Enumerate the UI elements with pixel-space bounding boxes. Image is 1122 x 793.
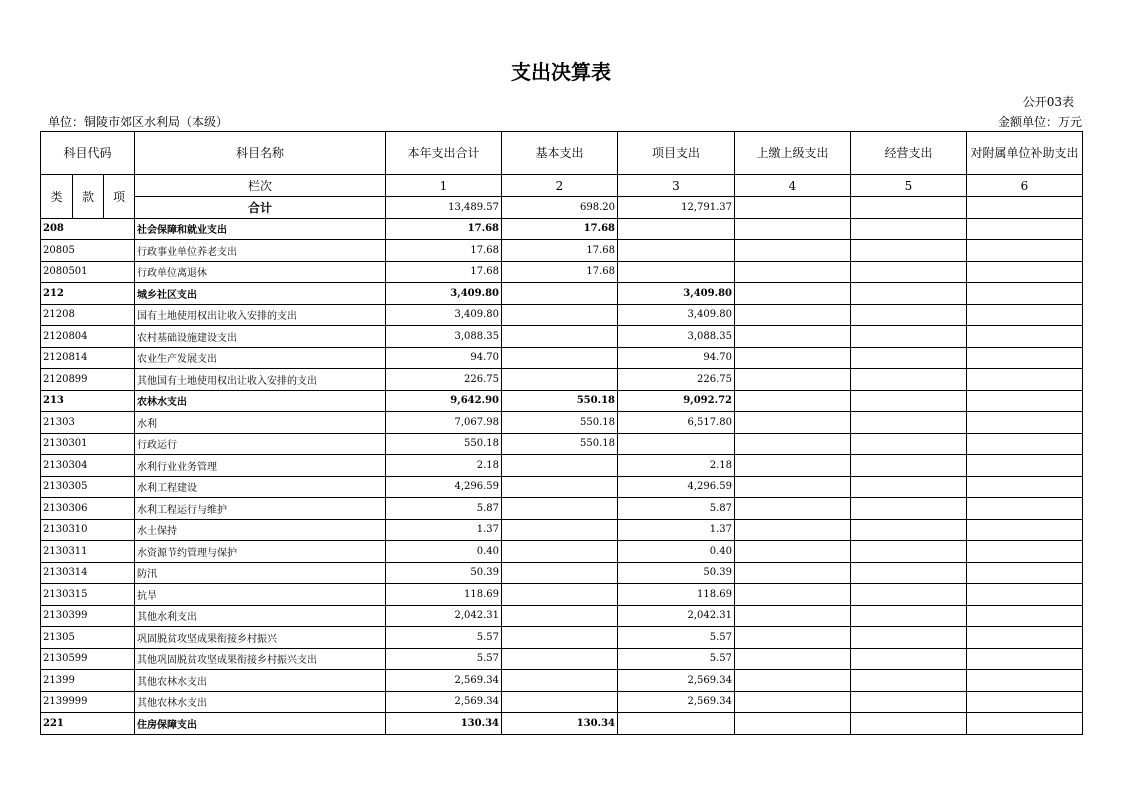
reporting-unit: 单位：铜陵市郊区水利局（本级） [48, 115, 229, 129]
upper-amount-cell [735, 455, 851, 477]
basic-amount-cell: 17.68 [502, 261, 618, 283]
column-index-5: 5 [851, 175, 967, 197]
subsidy-amount-cell [967, 326, 1083, 348]
business-amount-cell [851, 605, 967, 627]
project-amount-cell [618, 240, 735, 262]
table-row [41, 455, 1083, 477]
subject-code-cell: 2130305 [41, 476, 135, 498]
project-amount-cell: 0.40 [618, 541, 735, 563]
subsidy-amount-cell [967, 347, 1083, 369]
basic-amount-cell: 550.18 [502, 433, 618, 455]
upper-amount-cell [735, 412, 851, 434]
subsidy-amount-cell [967, 369, 1083, 391]
basic-amount-cell [502, 584, 618, 606]
subject-code-cell: 2139999 [41, 691, 135, 713]
basic-amount-cell [502, 627, 618, 649]
project-amount-cell: 2,569.34 [618, 691, 735, 713]
total-amount-cell: 118.69 [386, 584, 502, 606]
subject-code-cell: 2130311 [41, 541, 135, 563]
total-label: 合计 [135, 197, 386, 219]
project-amount-cell: 9,092.72 [618, 390, 735, 412]
subsidy-amount-cell [967, 455, 1083, 477]
subject-code-cell: 21303 [41, 412, 135, 434]
subject-name-cell: 水资源节约管理与保护 [135, 541, 386, 563]
upper-amount-cell [735, 498, 851, 520]
upper-amount-cell [735, 369, 851, 391]
header-basic: 基本支出 [502, 132, 618, 175]
total-cell-business [851, 197, 967, 219]
upper-amount-cell [735, 562, 851, 584]
subject-name-cell: 抗旱 [135, 584, 386, 606]
project-amount-cell: 2,042.31 [618, 605, 735, 627]
upper-amount-cell [735, 584, 851, 606]
total-amount-cell: 3,409.80 [386, 283, 502, 305]
upper-amount-cell [735, 670, 851, 692]
business-amount-cell [851, 691, 967, 713]
table-row [41, 627, 1083, 649]
total-cell-subsidy [967, 197, 1083, 219]
subsidy-amount-cell [967, 240, 1083, 262]
table-row [41, 369, 1083, 391]
subject-code-cell: 2130314 [41, 562, 135, 584]
project-amount-cell: 3,088.35 [618, 326, 735, 348]
subject-name-cell: 水土保持 [135, 519, 386, 541]
project-amount-cell: 50.39 [618, 562, 735, 584]
subject-code-cell: 2130310 [41, 519, 135, 541]
basic-amount-cell [502, 283, 618, 305]
header-subsidy: 对附属单位补助支出 [967, 132, 1083, 175]
subsidy-amount-cell [967, 584, 1083, 606]
total-amount-cell: 0.40 [386, 541, 502, 563]
subject-code-cell: 2130301 [41, 433, 135, 455]
upper-amount-cell [735, 648, 851, 670]
upper-amount-cell [735, 713, 851, 735]
header-name: 科目名称 [135, 132, 386, 175]
amount-unit: 金额单位：万元 [997, 115, 1082, 129]
total-amount-cell: 2.18 [386, 455, 502, 477]
total-amount-cell: 2,569.34 [386, 691, 502, 713]
upper-amount-cell [735, 390, 851, 412]
subsidy-amount-cell [967, 476, 1083, 498]
project-amount-cell: 94.70 [618, 347, 735, 369]
subject-name-cell: 防汛 [135, 562, 386, 584]
subject-name-cell: 其他农林水支出 [135, 670, 386, 692]
subsidy-amount-cell [967, 390, 1083, 412]
basic-amount-cell [502, 326, 618, 348]
project-amount-cell [618, 261, 735, 283]
subject-code-cell: 20805 [41, 240, 135, 262]
table-row [41, 283, 1083, 305]
project-amount-cell: 5.57 [618, 627, 735, 649]
subject-name-cell: 农业生产发展支出 [135, 347, 386, 369]
basic-amount-cell [502, 648, 618, 670]
subject-code-cell: 2080501 [41, 261, 135, 283]
basic-amount-cell [502, 519, 618, 541]
total-row [41, 197, 1083, 219]
total-amount-cell: 4,296.59 [386, 476, 502, 498]
table-row [41, 240, 1083, 262]
subject-code-cell: 21305 [41, 627, 135, 649]
project-amount-cell [618, 433, 735, 455]
table-row [41, 347, 1083, 369]
business-amount-cell [851, 283, 967, 305]
header-kuan: 款 [73, 175, 104, 219]
subject-name-cell: 住房保障支出 [135, 713, 386, 735]
header-lanci: 栏次 [135, 175, 386, 197]
subject-name-cell: 行政运行 [135, 433, 386, 455]
subject-code-cell: 2130306 [41, 498, 135, 520]
subject-code-cell: 208 [41, 218, 135, 240]
business-amount-cell [851, 713, 967, 735]
project-amount-cell: 2,569.34 [618, 670, 735, 692]
subsidy-amount-cell [967, 541, 1083, 563]
basic-amount-cell [502, 369, 618, 391]
table-row [41, 476, 1083, 498]
project-amount-cell: 5.57 [618, 648, 735, 670]
upper-amount-cell [735, 541, 851, 563]
upper-amount-cell [735, 433, 851, 455]
subject-name-cell: 其他水利支出 [135, 605, 386, 627]
subject-code-cell: 2120899 [41, 369, 135, 391]
header-upper: 上缴上级支出 [735, 132, 851, 175]
subsidy-amount-cell [967, 218, 1083, 240]
subject-code-cell: 212 [41, 283, 135, 305]
table-row [41, 412, 1083, 434]
project-amount-cell: 5.87 [618, 498, 735, 520]
column-index-row [41, 175, 1083, 197]
subsidy-amount-cell [967, 713, 1083, 735]
business-amount-cell [851, 498, 967, 520]
business-amount-cell [851, 519, 967, 541]
total-cell-total: 13,489.57 [386, 197, 502, 219]
project-amount-cell: 3,409.80 [618, 283, 735, 305]
business-amount-cell [851, 562, 967, 584]
subject-code-cell: 213 [41, 390, 135, 412]
subject-name-cell: 行政单位离退休 [135, 261, 386, 283]
business-amount-cell [851, 390, 967, 412]
business-amount-cell [851, 326, 967, 348]
upper-amount-cell [735, 627, 851, 649]
basic-amount-cell: 550.18 [502, 412, 618, 434]
subsidy-amount-cell [967, 562, 1083, 584]
total-amount-cell: 9,642.90 [386, 390, 502, 412]
header-lei: 类 [41, 175, 73, 219]
upper-amount-cell [735, 240, 851, 262]
upper-amount-cell [735, 347, 851, 369]
subject-name-cell: 其他国有土地使用权出让收入安排的支出 [135, 369, 386, 391]
project-amount-cell: 226.75 [618, 369, 735, 391]
project-amount-cell [618, 713, 735, 735]
table-row [41, 541, 1083, 563]
subsidy-amount-cell [967, 605, 1083, 627]
basic-amount-cell [502, 304, 618, 326]
table-row [41, 390, 1083, 412]
subsidy-amount-cell [967, 261, 1083, 283]
subsidy-amount-cell [967, 627, 1083, 649]
subject-code-cell: 221 [41, 713, 135, 735]
upper-amount-cell [735, 283, 851, 305]
table-row [41, 519, 1083, 541]
subject-code-cell: 2130599 [41, 648, 135, 670]
subject-name-cell: 城乡社区支出 [135, 283, 386, 305]
subject-name-cell: 国有土地使用权出让收入安排的支出 [135, 304, 386, 326]
subject-code-cell: 2130315 [41, 584, 135, 606]
subject-name-cell: 社会保障和就业支出 [135, 218, 386, 240]
basic-amount-cell: 130.34 [502, 713, 618, 735]
subject-code-cell: 2120814 [41, 347, 135, 369]
total-amount-cell: 5.87 [386, 498, 502, 520]
upper-amount-cell [735, 261, 851, 283]
upper-amount-cell [735, 691, 851, 713]
upper-amount-cell [735, 304, 851, 326]
upper-amount-cell [735, 605, 851, 627]
business-amount-cell [851, 347, 967, 369]
header-business: 经营支出 [851, 132, 967, 175]
business-amount-cell [851, 541, 967, 563]
total-amount-cell: 550.18 [386, 433, 502, 455]
project-amount-cell: 3,409.80 [618, 304, 735, 326]
total-amount-cell: 17.68 [386, 240, 502, 262]
page-title: 支出决算表 [511, 60, 611, 84]
subject-name-cell: 农村基础设施建设支出 [135, 326, 386, 348]
column-index-3: 3 [618, 175, 735, 197]
header-row [41, 132, 1083, 175]
table-row [41, 498, 1083, 520]
business-amount-cell [851, 627, 967, 649]
total-amount-cell: 2,042.31 [386, 605, 502, 627]
subsidy-amount-cell [967, 283, 1083, 305]
upper-amount-cell [735, 218, 851, 240]
total-cell-project: 12,791.37 [618, 197, 735, 219]
total-amount-cell: 50.39 [386, 562, 502, 584]
basic-amount-cell [502, 541, 618, 563]
total-amount-cell: 17.68 [386, 261, 502, 283]
table-row [41, 433, 1083, 455]
total-cell-basic: 698.20 [502, 197, 618, 219]
subsidy-amount-cell [967, 519, 1083, 541]
basic-amount-cell [502, 670, 618, 692]
table-row [41, 562, 1083, 584]
upper-amount-cell [735, 326, 851, 348]
subject-name-cell: 巩固脱贫攻坚成果衔接乡村振兴 [135, 627, 386, 649]
table-row [41, 326, 1083, 348]
subsidy-amount-cell [967, 498, 1083, 520]
project-amount-cell: 4,296.59 [618, 476, 735, 498]
basic-amount-cell: 17.68 [502, 218, 618, 240]
basic-amount-cell: 550.18 [502, 390, 618, 412]
basic-amount-cell [502, 605, 618, 627]
project-amount-cell: 1.37 [618, 519, 735, 541]
basic-amount-cell [502, 455, 618, 477]
total-amount-cell: 3,088.35 [386, 326, 502, 348]
table-row [41, 648, 1083, 670]
table-row [41, 670, 1083, 692]
subject-code-cell: 21399 [41, 670, 135, 692]
subject-name-cell: 水利工程运行与维护 [135, 498, 386, 520]
business-amount-cell [851, 584, 967, 606]
subsidy-amount-cell [967, 412, 1083, 434]
total-amount-cell: 17.68 [386, 218, 502, 240]
table-row [41, 713, 1083, 735]
business-amount-cell [851, 648, 967, 670]
subject-name-cell: 农林水支出 [135, 390, 386, 412]
subject-name-cell: 水利工程建设 [135, 476, 386, 498]
subject-name-cell: 水利 [135, 412, 386, 434]
basic-amount-cell [502, 562, 618, 584]
header-code: 科目代码 [41, 132, 135, 175]
subject-code-cell: 21208 [41, 304, 135, 326]
total-amount-cell: 1.37 [386, 519, 502, 541]
total-amount-cell: 5.57 [386, 648, 502, 670]
table-row [41, 304, 1083, 326]
subject-code-cell: 2130304 [41, 455, 135, 477]
business-amount-cell [851, 218, 967, 240]
subject-name-cell: 其他巩固脱贫攻坚成果衔接乡村振兴支出 [135, 648, 386, 670]
business-amount-cell [851, 304, 967, 326]
total-cell-upper [735, 197, 851, 219]
business-amount-cell [851, 433, 967, 455]
project-amount-cell: 6,517.80 [618, 412, 735, 434]
project-amount-cell: 2.18 [618, 455, 735, 477]
business-amount-cell [851, 261, 967, 283]
business-amount-cell [851, 412, 967, 434]
total-amount-cell: 7,067.98 [386, 412, 502, 434]
table-row [41, 261, 1083, 283]
total-amount-cell: 130.34 [386, 713, 502, 735]
header-project: 项目支出 [618, 132, 735, 175]
form-number: 公开03表 [1022, 95, 1074, 109]
table-row [41, 691, 1083, 713]
column-index-1: 1 [386, 175, 502, 197]
subject-code-cell: 2120804 [41, 326, 135, 348]
subject-code-cell: 2130399 [41, 605, 135, 627]
basic-amount-cell [502, 347, 618, 369]
basic-amount-cell [502, 476, 618, 498]
subsidy-amount-cell [967, 691, 1083, 713]
table-row [41, 584, 1083, 606]
total-amount-cell: 3,409.80 [386, 304, 502, 326]
basic-amount-cell: 17.68 [502, 240, 618, 262]
total-amount-cell: 5.57 [386, 627, 502, 649]
table-row [41, 218, 1083, 240]
total-amount-cell: 2,569.34 [386, 670, 502, 692]
basic-amount-cell [502, 691, 618, 713]
subject-name-cell: 行政事业单位养老支出 [135, 240, 386, 262]
basic-amount-cell [502, 498, 618, 520]
subsidy-amount-cell [967, 670, 1083, 692]
column-index-2: 2 [502, 175, 618, 197]
subsidy-amount-cell [967, 304, 1083, 326]
subsidy-amount-cell [967, 433, 1083, 455]
business-amount-cell [851, 369, 967, 391]
subject-name-cell: 水利行业业务管理 [135, 455, 386, 477]
upper-amount-cell [735, 476, 851, 498]
business-amount-cell [851, 455, 967, 477]
subject-name-cell: 其他农林水支出 [135, 691, 386, 713]
business-amount-cell [851, 670, 967, 692]
total-amount-cell: 226.75 [386, 369, 502, 391]
header-total: 本年支出合计 [386, 132, 502, 175]
business-amount-cell [851, 240, 967, 262]
business-amount-cell [851, 476, 967, 498]
column-index-4: 4 [735, 175, 851, 197]
header-xiang: 项 [104, 175, 135, 219]
project-amount-cell: 118.69 [618, 584, 735, 606]
table-row [41, 605, 1083, 627]
expenditure-table [40, 131, 1083, 735]
total-amount-cell: 94.70 [386, 347, 502, 369]
subsidy-amount-cell [967, 648, 1083, 670]
column-index-6: 6 [967, 175, 1083, 197]
upper-amount-cell [735, 519, 851, 541]
project-amount-cell [618, 218, 735, 240]
